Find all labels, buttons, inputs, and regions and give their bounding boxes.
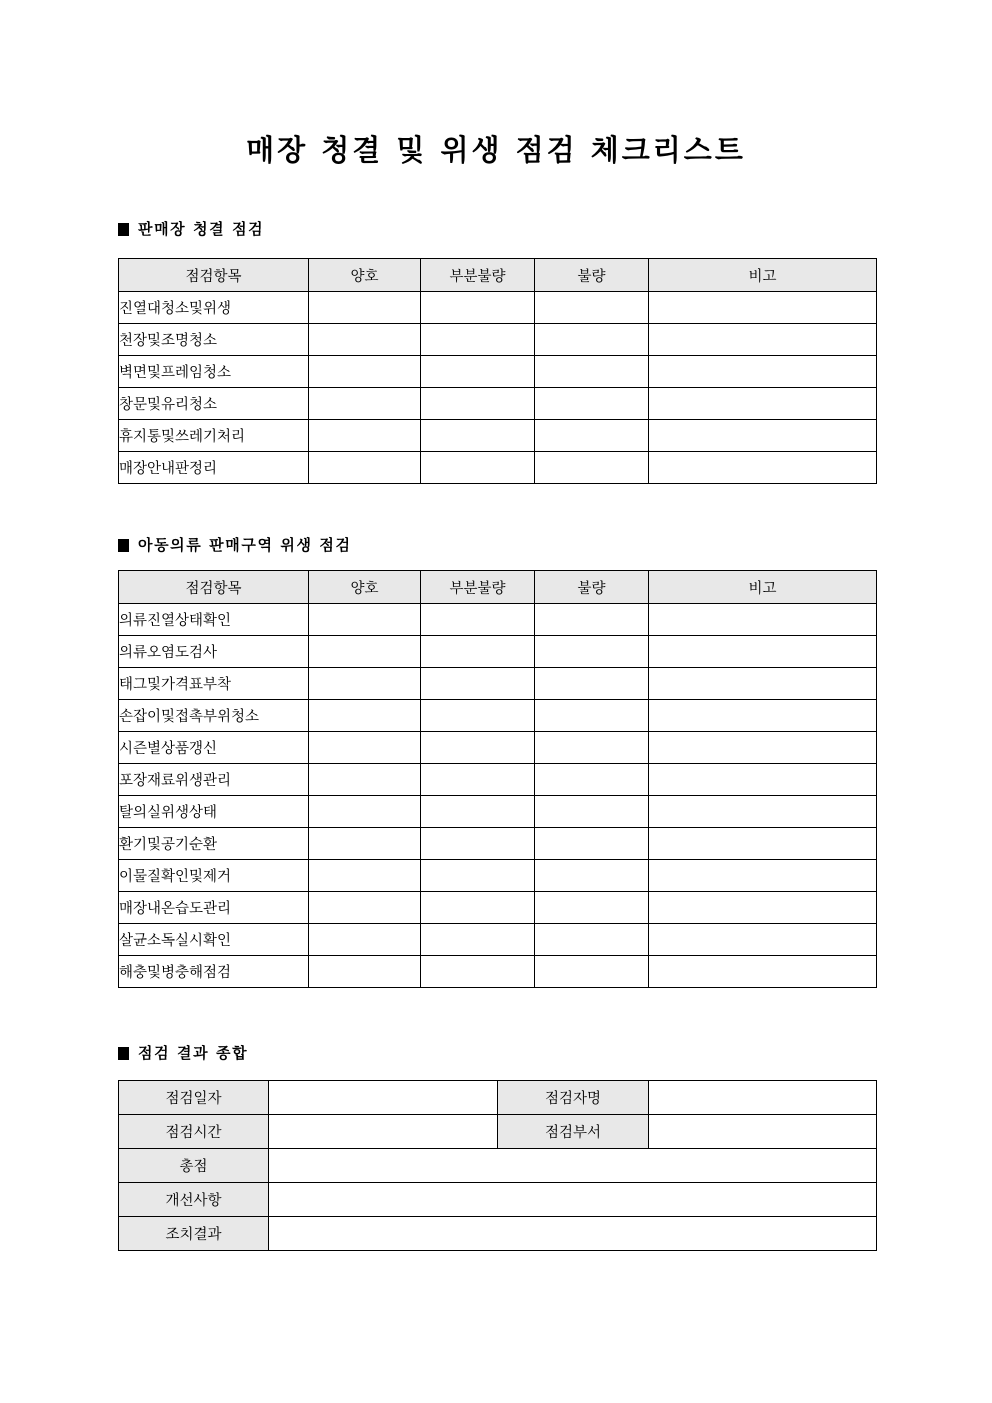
checkbox-cell-partial[interactable] xyxy=(421,924,535,956)
checkbox-cell-fail[interactable] xyxy=(535,924,649,956)
summary-label-total-score: 총점 xyxy=(119,1149,269,1183)
checkbox-cell-good[interactable] xyxy=(309,700,421,732)
column-header-good: 양호 xyxy=(309,259,421,292)
table-row xyxy=(119,604,877,636)
checkbox-cell-fail[interactable] xyxy=(535,668,649,700)
summary-row-time xyxy=(119,1115,877,1149)
table-kids-apparel-inspection xyxy=(118,570,877,988)
inspection-item-label: 탈의실위생상태 xyxy=(119,796,309,828)
summary-label-inspector: 점검자명 xyxy=(498,1081,649,1115)
filled-square-bullet-icon xyxy=(118,1047,129,1060)
table-row xyxy=(119,636,877,668)
table-row xyxy=(119,732,877,764)
table-row xyxy=(119,324,877,356)
checkbox-cell-partial[interactable] xyxy=(421,892,535,924)
note-cell[interactable] xyxy=(649,388,877,420)
checkbox-cell-partial[interactable] xyxy=(421,860,535,892)
note-cell[interactable] xyxy=(649,956,877,988)
inspection-item-label: 해충및병충해점검 xyxy=(119,956,309,988)
section-heading-summary xyxy=(118,1046,248,1061)
checkbox-cell-good[interactable] xyxy=(309,668,421,700)
summary-label-time: 점검시간 xyxy=(119,1115,269,1149)
note-cell[interactable] xyxy=(649,892,877,924)
checkbox-cell-fail[interactable] xyxy=(535,356,649,388)
inspection-item-label: 이물질확인및제거 xyxy=(119,860,309,892)
checkbox-cell-fail[interactable] xyxy=(535,828,649,860)
checkbox-cell-partial[interactable] xyxy=(421,388,535,420)
table-row xyxy=(119,452,877,484)
table-row xyxy=(119,388,877,420)
checkbox-cell-fail[interactable] xyxy=(535,420,649,452)
note-cell[interactable] xyxy=(649,356,877,388)
note-cell[interactable] xyxy=(649,420,877,452)
summary-value-date[interactable] xyxy=(269,1081,498,1115)
checkbox-cell-good[interactable] xyxy=(309,828,421,860)
checkbox-cell-fail[interactable] xyxy=(535,388,649,420)
summary-label-date: 점검일자 xyxy=(119,1081,269,1115)
inspection-item-label: 진열대청소및위생 xyxy=(119,292,309,324)
inspection-item-label: 매장안내판정리 xyxy=(119,452,309,484)
column-header-note: 비고 xyxy=(649,259,877,292)
checkbox-cell-partial[interactable] xyxy=(421,452,535,484)
column-header-partial: 부분불량 xyxy=(421,259,535,292)
checkbox-cell-partial[interactable] xyxy=(421,796,535,828)
checkbox-cell-fail[interactable] xyxy=(535,636,649,668)
checkbox-cell-fail[interactable] xyxy=(535,452,649,484)
checkbox-cell-partial[interactable] xyxy=(421,668,535,700)
summary-label-improvements: 개선사항 xyxy=(119,1183,269,1217)
table-row xyxy=(119,860,877,892)
summary-row-improvements xyxy=(119,1183,877,1217)
table-row xyxy=(119,700,877,732)
table-row xyxy=(119,420,877,452)
checkbox-cell-partial[interactable] xyxy=(421,324,535,356)
summary-value-improvements[interactable] xyxy=(269,1183,877,1217)
column-header-fail: 불량 xyxy=(535,571,649,604)
checkbox-cell-partial[interactable] xyxy=(421,604,535,636)
table-row xyxy=(119,764,877,796)
table-header-row xyxy=(119,259,877,292)
inspection-item-label: 천장및조명청소 xyxy=(119,324,309,356)
checkbox-cell-good[interactable] xyxy=(309,924,421,956)
table-row xyxy=(119,668,877,700)
checkbox-cell-fail[interactable] xyxy=(535,324,649,356)
section-heading-label: 점검 결과 종합 xyxy=(138,1044,249,1062)
checkbox-cell-fail[interactable] xyxy=(535,700,649,732)
note-cell[interactable] xyxy=(649,924,877,956)
inspection-item-label: 포장재료위생관리 xyxy=(119,764,309,796)
checkbox-cell-fail[interactable] xyxy=(535,796,649,828)
checkbox-cell-fail[interactable] xyxy=(535,892,649,924)
checkbox-cell-partial[interactable] xyxy=(421,420,535,452)
table-row xyxy=(119,892,877,924)
checkbox-cell-good[interactable] xyxy=(309,292,421,324)
inspection-item-label: 휴지통및쓰레기처리 xyxy=(119,420,309,452)
section-heading-label: 판매장 청결 점검 xyxy=(138,220,265,238)
note-cell[interactable] xyxy=(649,860,877,892)
checkbox-cell-good[interactable] xyxy=(309,324,421,356)
summary-value-time[interactable] xyxy=(269,1115,498,1149)
column-header-item: 점검항목 xyxy=(119,259,309,292)
summary-label-actions: 조치결과 xyxy=(119,1217,269,1251)
table-header-row xyxy=(119,571,877,604)
note-cell[interactable] xyxy=(649,764,877,796)
note-cell[interactable] xyxy=(649,700,877,732)
table-inspection-summary xyxy=(118,1080,877,1251)
checkbox-cell-partial[interactable] xyxy=(421,764,535,796)
inspection-item-label: 벽면및프레임청소 xyxy=(119,356,309,388)
table-sales-floor-inspection xyxy=(118,258,877,484)
checkbox-cell-partial[interactable] xyxy=(421,732,535,764)
checkbox-cell-good[interactable] xyxy=(309,388,421,420)
column-header-note: 비고 xyxy=(649,571,877,604)
inspection-item-label: 환기및공기순환 xyxy=(119,828,309,860)
checkbox-cell-fail[interactable] xyxy=(535,292,649,324)
note-cell[interactable] xyxy=(649,668,877,700)
table-row xyxy=(119,292,877,324)
checkbox-cell-good[interactable] xyxy=(309,420,421,452)
checkbox-cell-fail[interactable] xyxy=(535,732,649,764)
summary-value-department[interactable] xyxy=(649,1115,877,1149)
inspection-item-label: 창문및유리청소 xyxy=(119,388,309,420)
note-cell[interactable] xyxy=(649,828,877,860)
checkbox-cell-partial[interactable] xyxy=(421,292,535,324)
inspection-item-label: 살균소독실시확인 xyxy=(119,924,309,956)
note-cell[interactable] xyxy=(649,604,877,636)
note-cell[interactable] xyxy=(649,324,877,356)
page-title: 매장 청결 및 위생 점검 체크리스트 xyxy=(246,133,746,167)
checkbox-cell-partial[interactable] xyxy=(421,636,535,668)
checkbox-cell-fail[interactable] xyxy=(535,860,649,892)
summary-row-date xyxy=(119,1081,877,1115)
section-heading-sales-floor xyxy=(118,222,264,237)
checkbox-cell-good[interactable] xyxy=(309,636,421,668)
column-header-partial: 부분불량 xyxy=(421,571,535,604)
checkbox-cell-good[interactable] xyxy=(309,860,421,892)
column-header-fail: 불량 xyxy=(535,259,649,292)
filled-square-bullet-icon xyxy=(118,223,129,236)
checkbox-cell-partial[interactable] xyxy=(421,700,535,732)
checkbox-cell-good[interactable] xyxy=(309,732,421,764)
table-row xyxy=(119,924,877,956)
summary-row-actions xyxy=(119,1217,877,1251)
checkbox-cell-good[interactable] xyxy=(309,604,421,636)
column-header-good: 양호 xyxy=(309,571,421,604)
inspection-item-label: 태그및가격표부착 xyxy=(119,668,309,700)
summary-value-actions[interactable] xyxy=(269,1217,877,1251)
note-cell[interactable] xyxy=(649,636,877,668)
checkbox-cell-fail[interactable] xyxy=(535,604,649,636)
checkbox-cell-good[interactable] xyxy=(309,356,421,388)
inspection-item-label: 의류오염도검사 xyxy=(119,636,309,668)
checkbox-cell-fail[interactable] xyxy=(535,764,649,796)
column-header-item: 점검항목 xyxy=(119,571,309,604)
checkbox-cell-good[interactable] xyxy=(309,452,421,484)
checkbox-cell-good[interactable] xyxy=(309,764,421,796)
note-cell[interactable] xyxy=(649,452,877,484)
note-cell[interactable] xyxy=(649,732,877,764)
note-cell[interactable] xyxy=(649,292,877,324)
inspection-item-label: 의류진열상태확인 xyxy=(119,604,309,636)
checkbox-cell-good[interactable] xyxy=(309,892,421,924)
filled-square-bullet-icon xyxy=(118,539,129,552)
summary-value-total-score[interactable] xyxy=(269,1149,877,1183)
inspection-item-label: 손잡이및접촉부위청소 xyxy=(119,700,309,732)
checkbox-cell-partial[interactable] xyxy=(421,828,535,860)
table-row xyxy=(119,828,877,860)
section-heading-kids-apparel xyxy=(118,538,352,553)
summary-value-inspector[interactable] xyxy=(649,1081,877,1115)
table-row xyxy=(119,956,877,988)
checkbox-cell-partial[interactable] xyxy=(421,356,535,388)
checkbox-cell-good[interactable] xyxy=(309,796,421,828)
inspection-item-label: 매장내온습도관리 xyxy=(119,892,309,924)
note-cell[interactable] xyxy=(649,796,877,828)
summary-row-total-score xyxy=(119,1149,877,1183)
table-row xyxy=(119,796,877,828)
inspection-item-label: 시즌별상품갱신 xyxy=(119,732,309,764)
checkbox-cell-good[interactable] xyxy=(309,956,421,988)
checkbox-cell-fail[interactable] xyxy=(535,956,649,988)
checkbox-cell-partial[interactable] xyxy=(421,956,535,988)
section-heading-label: 아동의류 판매구역 위생 점검 xyxy=(138,536,352,554)
summary-label-department: 점검부서 xyxy=(498,1115,649,1149)
table-row xyxy=(119,356,877,388)
